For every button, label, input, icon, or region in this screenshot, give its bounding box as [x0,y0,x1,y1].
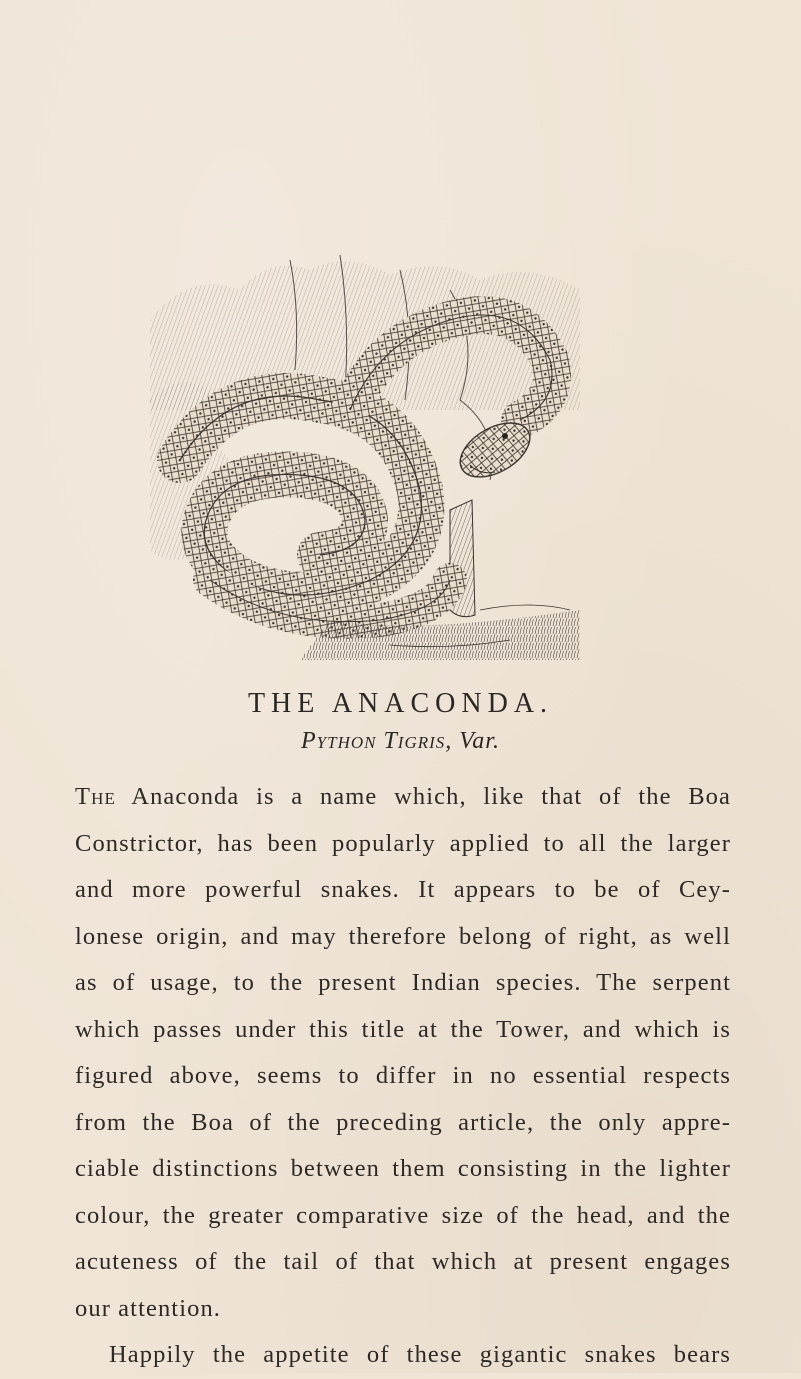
text-line: and more powerful snakes. It appears to be of Cey- [75,876,731,903]
text-line: Happily the appetite of these gigantic snakes bears [109,1341,731,1368]
text-line: acuteness of the tail of that which at present engages [75,1248,731,1275]
text-line: colour, the greater comparative size of the head, and the [75,1201,731,1229]
text-line: ciable distinctions between them consisting in the lighter [75,1155,731,1182]
text-line: which passes under this title at the Tower, and which is [75,1015,731,1043]
paragraph-2 [75,1332,731,1379]
article-body [75,774,731,1379]
text-line: figured above, seems to differ in no essential respects [75,1062,731,1089]
text-line: our attention. [75,1294,222,1322]
species-suffix: , Var. [445,728,500,754]
text-line: as of usage, to the present Indian species. The serpent [75,969,731,996]
text-line: The Anaconda is a name which, like that of the Boa [75,783,731,810]
text-line: lonese origin, and may therefore belong of right, as well [75,922,731,950]
species-subtitle [0,728,801,755]
species-name: Python Tigris [301,728,446,754]
text-line: Constrictor, has been popularly applied to all the larger [75,829,731,857]
paragraph-1 [75,774,731,1332]
page-title: THE ANACONDA. [247,688,554,719]
anaconda-engraving-illustration [150,250,580,660]
drop-lead-word: The [75,783,116,810]
text-line: from the Boa of the preceding article, the only appre- [75,1108,731,1136]
